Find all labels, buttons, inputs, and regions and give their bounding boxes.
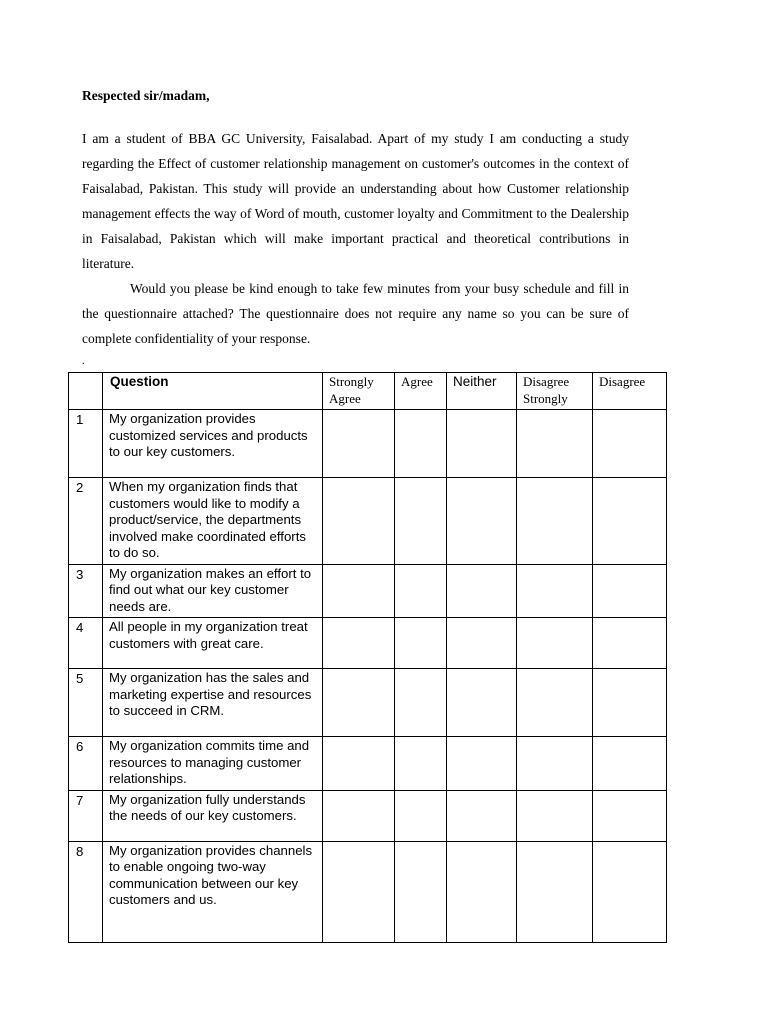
table-row: [69, 410, 667, 478]
row-question: My organization has the sales and marketing expertise and resources to succeed in CRM.: [103, 669, 323, 737]
row-question: My organization makes an effort to find out what our key customer needs are.: [103, 564, 323, 618]
header-row: [69, 373, 667, 410]
table-row: [69, 841, 667, 942]
answer-cell-agree[interactable]: [395, 669, 447, 737]
row-question: My organization provides customized services and products to our key customers.: [103, 410, 323, 478]
answer-cell-agree[interactable]: [395, 410, 447, 478]
answer-cell-agree[interactable]: [395, 737, 447, 791]
answer-cell-disagree-strongly[interactable]: [517, 564, 593, 618]
answer-cell-disagree[interactable]: [593, 841, 667, 942]
salutation: Respected sir/madam,: [82, 88, 210, 103]
answer-cell-agree[interactable]: [395, 841, 447, 942]
answer-cell-strongly-agree[interactable]: [323, 618, 395, 669]
row-question: My organization provides channels to enable ongoing two-way communication between our key customers and us.: [103, 841, 323, 942]
answer-cell-agree[interactable]: [395, 478, 447, 565]
answer-cell-disagree[interactable]: [593, 478, 667, 565]
answer-cell-disagree-strongly[interactable]: [517, 669, 593, 737]
header-neither: Neither: [447, 373, 517, 410]
answer-cell-strongly-agree[interactable]: [323, 478, 395, 565]
table-row: [69, 669, 667, 737]
row-question: My organization fully understands the needs of our key customers.: [103, 790, 323, 841]
answer-cell-disagree-strongly[interactable]: [517, 410, 593, 478]
header-disagree: Disagree: [593, 373, 667, 410]
questionnaire-table: [68, 372, 667, 943]
answer-cell-neither[interactable]: [447, 790, 517, 841]
header-disagree-strongly: Disagree Strongly: [517, 373, 593, 410]
answer-cell-disagree[interactable]: [593, 618, 667, 669]
row-question: My organization commits time and resources to managing customer relationships.: [103, 737, 323, 791]
request-paragraph: Would you please be kind enough to take few minutes from your busy schedule and fill in the questionnaire attached? The questionnaire does not require any name so you can be sure of complete confidentiality of your response.: [82, 281, 629, 346]
answer-cell-disagree[interactable]: [593, 410, 667, 478]
answer-cell-neither[interactable]: [447, 564, 517, 618]
row-question: All people in my organization treat customers with great care.: [103, 618, 323, 669]
answer-cell-disagree-strongly[interactable]: [517, 790, 593, 841]
answer-cell-neither[interactable]: [447, 478, 517, 565]
answer-cell-neither[interactable]: [447, 618, 517, 669]
answer-cell-disagree-strongly[interactable]: [517, 737, 593, 791]
header-agree: Agree: [395, 373, 447, 410]
answer-cell-strongly-agree[interactable]: [323, 841, 395, 942]
table-row: [69, 618, 667, 669]
table-row: [69, 790, 667, 841]
answer-cell-neither[interactable]: [447, 841, 517, 942]
table-row: [69, 737, 667, 791]
row-number: 6: [69, 737, 103, 791]
row-number: 2: [69, 478, 103, 565]
row-number: 4: [69, 618, 103, 669]
answer-cell-disagree[interactable]: [593, 790, 667, 841]
row-number: 1: [69, 410, 103, 478]
row-question: When my organization finds that customers would like to modify a product/service, the departments involved make coordinated efforts to do so.: [103, 478, 323, 565]
answer-cell-disagree[interactable]: [593, 669, 667, 737]
answer-cell-strongly-agree[interactable]: [323, 410, 395, 478]
answer-cell-disagree-strongly[interactable]: [517, 841, 593, 942]
header-strongly-agree: Strongly Agree: [323, 373, 395, 410]
answer-cell-strongly-agree[interactable]: [323, 669, 395, 737]
answer-cell-disagree[interactable]: [593, 564, 667, 618]
table-row: [69, 564, 667, 618]
answer-cell-neither[interactable]: [447, 669, 517, 737]
answer-cell-disagree[interactable]: [593, 737, 667, 791]
row-number: 8: [69, 841, 103, 942]
answer-cell-strongly-agree[interactable]: [323, 737, 395, 791]
header-question: Question: [103, 373, 323, 410]
answer-cell-agree[interactable]: [395, 790, 447, 841]
answer-cell-agree[interactable]: [395, 618, 447, 669]
answer-cell-strongly-agree[interactable]: [323, 564, 395, 618]
answer-cell-neither[interactable]: [447, 410, 517, 478]
answer-cell-neither[interactable]: [447, 737, 517, 791]
table-row: [69, 478, 667, 565]
stray-dot: .: [82, 356, 85, 367]
answer-cell-strongly-agree[interactable]: [323, 790, 395, 841]
header-number: [69, 373, 103, 410]
row-number: 3: [69, 564, 103, 618]
answer-cell-disagree-strongly[interactable]: [517, 478, 593, 565]
answer-cell-disagree-strongly[interactable]: [517, 618, 593, 669]
answer-cell-agree[interactable]: [395, 564, 447, 618]
intro-paragraph: I am a student of BBA GC University, Faisalabad. Apart of my study I am conducting a study regarding the Effect of customer relationship management on customer's outcomes in the context of Faisalabad, Pakistan. This study will provide an understanding about how Customer relationship management effects the way of Word of mouth, customer loyalty and Commitment to the Dealership in Faisalabad, Pakistan which will make important practical and theoretical contributions in literature.: [82, 131, 629, 271]
row-number: 5: [69, 669, 103, 737]
row-number: 7: [69, 790, 103, 841]
